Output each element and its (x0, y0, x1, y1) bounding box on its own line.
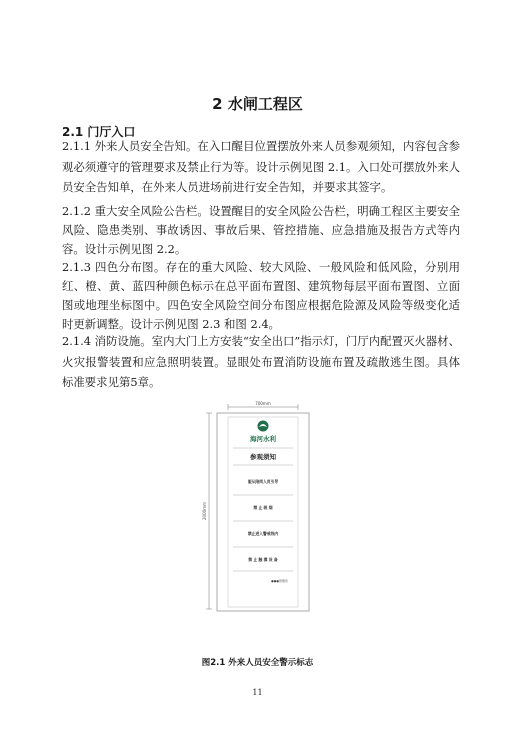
paragraph-2-1-2: 2.1.2 重大安全风险公告栏。设置醒目的安全风险公告栏，明确工程区主要安全风险、隐患类别、事故诱因、事故后果、管控措施、应急措施及报告方式等内容。设计示例见图 2.2。 (62, 204, 460, 256)
paragraph-2-1-1: 2.1.1 外来人员安全告知。在入口醒目位置摆放外来人员参观须知，内容包含参观必须遵守的管理要求及禁止行为等。设计示例见图 2.1。入口处可摆放外来人员安全告知单，在外来人员进场前进行安全告知，并要求其签字。 (62, 139, 460, 194)
rule-1: 服从陪同人员引导 (247, 479, 279, 484)
figure-caption: 图2.1 外来人员安全警示标志 (201, 658, 314, 668)
sign-footer: ●●●管理所 (271, 579, 288, 583)
paragraph-2-1-4: 2.1.4 消防设施。室内大门上方安装“安全出口”指示灯，门厅内配置灭火器材、火灾报警装置和应急照明装置。显眼处布置消防设施布置及疏散逃生图。具体标准要求见第5章。 (62, 334, 460, 389)
visitor-notice-sign-figure (203, 401, 313, 613)
width-label: 700mm (255, 401, 271, 406)
rule-2: 禁 止 吸 烟 (253, 505, 273, 510)
rule-4: 禁 止 触 摸 设 备 (248, 557, 278, 562)
rule-3: 禁止进入警戒线内 (247, 531, 279, 536)
page-number: 11 (252, 688, 263, 697)
section-title: 2.1 门厅入口 (62, 125, 136, 139)
chapter-title: 2 水闸工程区 (212, 95, 303, 113)
paragraph-2-1-3: 2.1.3 四色分布图。存在的重大风险、较大风险、一般风险和低风险，分别用红、橙、黄、蓝四种颜色标示在总平面布置图、建筑物每层平面布置图、立面图或地理坐标图中。四色安全风险空间分布图应根据危险源及风险等级变化适时更新调整。设计示例见图 2.3 和图 2.4。 (62, 260, 460, 331)
logo-text: 海河水利 (250, 435, 276, 443)
height-label: 2000mm (202, 502, 207, 520)
sign-title: 参观须知 (250, 453, 276, 461)
